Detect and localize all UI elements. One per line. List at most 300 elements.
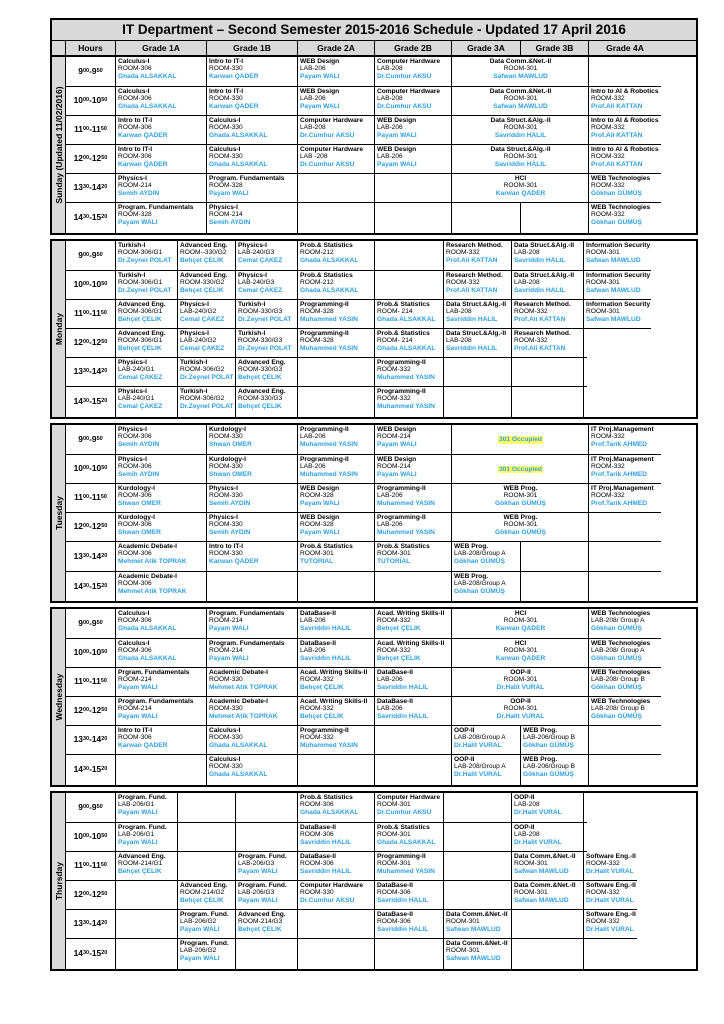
empty-cell [298, 755, 375, 785]
room-name: ROOM-332 [446, 249, 480, 257]
instructor-name: Cemal ÇAKEZ [118, 402, 163, 410]
course-name: Prgram. Fundamentals [118, 669, 190, 676]
class-cell [116, 542, 207, 572]
course-name: Physics-I [180, 330, 209, 337]
instructor-name: Savriddin HALIL [377, 925, 429, 933]
class-cell [444, 939, 512, 969]
instructor-name: Dr.Zeynel POLAT [180, 373, 234, 381]
instructor-name: Dr.Cumhur AKSU [300, 160, 355, 168]
room-name: LAB-240/G2 [180, 308, 217, 316]
room-name: ROOM-330 [209, 521, 243, 529]
course-name: Kurdology-I [118, 514, 155, 521]
room-name: ROOM-332 [586, 918, 620, 926]
course-name: Physics-I [238, 242, 267, 249]
instructor-name: Prof.Ali KATTAN [591, 102, 643, 110]
start-hour: 10 [73, 647, 83, 658]
end-minutes: 20 [101, 368, 108, 375]
class-cell [116, 271, 178, 300]
class-cell [207, 145, 298, 174]
instructor-name: Savriddin HALIL [300, 654, 352, 662]
instructor-name: Mehmet Atik TOPRAK [209, 683, 278, 691]
instructor-name: Muhammed YASIN [300, 315, 358, 323]
time-separator: - [89, 550, 92, 561]
room-name: ROOM-332 [591, 211, 625, 219]
empty-cell [444, 793, 512, 823]
course-name: Data Comm.&Net.-II [489, 58, 552, 65]
class-cell [116, 116, 207, 145]
start-minutes: 00 [82, 310, 90, 317]
course-name: Data Comm.&Net.-II [489, 88, 552, 95]
course-name: WEB Design [300, 485, 340, 492]
class-cell [207, 174, 298, 203]
day-block [50, 791, 698, 971]
room-name: LAB-208/ Group A [591, 647, 645, 655]
class-cell [116, 87, 207, 116]
instructor-name: Dr.Zeynel POLAT [238, 344, 292, 352]
class-cell [236, 241, 298, 271]
start-minutes: 00 [82, 523, 90, 530]
class-cell [452, 174, 589, 203]
start-hour: 10 [73, 279, 83, 290]
room-name: ROOM-330/G2 [180, 279, 225, 287]
start-minutes: 00 [82, 803, 90, 810]
start-minutes: 00 [82, 435, 90, 442]
empty-cell [236, 793, 298, 823]
empty-cell [207, 572, 298, 601]
course-name: Program. Fundamentals [209, 640, 285, 647]
instructor-name: Savriddin HALIL [446, 315, 498, 323]
empty-cell [375, 755, 452, 785]
class-cell [207, 484, 298, 513]
time-separator: - [89, 182, 92, 193]
day-label-cell [52, 241, 66, 417]
room-name: ROOM-328 [300, 308, 334, 316]
course-name: Software Eng.-II [586, 911, 636, 918]
instructor-name: Payam WALI [238, 867, 278, 875]
empty-cell [584, 793, 587, 823]
instructor-name: Dr.Halit VURAL [514, 808, 562, 816]
end-hour: 9 [91, 617, 97, 628]
class-cell [375, 57, 452, 87]
instructor-name: Payam WALI [118, 683, 158, 691]
instructor-name: Cemal ÇAKEZ [180, 315, 225, 323]
course-name: Program. Fundamentals [209, 175, 285, 182]
course-name: Computer Hardware [377, 88, 441, 95]
course-name: Turkish-I [238, 301, 266, 308]
room-name: LAB-206 [377, 705, 403, 713]
class-cell [452, 697, 589, 726]
class-cell [116, 387, 178, 417]
end-minutes: 20 [101, 214, 108, 221]
instructor-name: Behçet ÇELIK [180, 286, 224, 294]
empty-cell [236, 939, 298, 969]
course-name: Data Comm.&Net.-II [446, 940, 508, 947]
room-name: ROOM-301 [503, 153, 538, 161]
instructor-name: Savriddin HALIL [300, 867, 352, 875]
course-name: Prob.& Statistics [377, 543, 430, 550]
instructor-name: Ghada ALSAKKAL [118, 654, 177, 662]
room-name: ROOM-332 [591, 463, 625, 471]
instructor-name: Gökhan GÜMÜŞ [523, 770, 574, 778]
course-name: Prob.& Statistics [300, 543, 353, 550]
empty-cell [444, 358, 512, 387]
end-hour: 10 [91, 95, 102, 106]
day-block [50, 607, 698, 787]
room-name: LAB -208 [300, 153, 328, 161]
course-name: WEB Design [377, 146, 417, 153]
time-slot [66, 387, 116, 417]
room-name: ROOM-306 [118, 647, 152, 655]
course-name: Program. Fund. [180, 911, 229, 918]
start-hour: 10 [73, 95, 83, 106]
class-cell [375, 116, 452, 145]
class-cell [375, 425, 452, 455]
course-name: Turkish-I [118, 272, 146, 279]
start-hour: 14 [73, 948, 83, 959]
course-name: IT Proj.Management [591, 485, 654, 492]
instructor-name: Behçet ÇELIK [180, 256, 224, 264]
room-name: ROOM-214 [209, 211, 243, 219]
instructor-name: Ghada ALSAKKAL [377, 315, 436, 323]
room-name: ROOM-332 [300, 734, 334, 742]
instructor-name: Semih AYDIN [209, 218, 251, 226]
course-name: Programming-II [300, 727, 349, 734]
empty-cell [521, 572, 589, 601]
room-name: ROOM-301 [446, 947, 480, 955]
room-name: ROOM-332 [377, 617, 411, 625]
start-minutes: 30 [82, 920, 90, 927]
time-row [66, 387, 661, 417]
empty-cell [178, 823, 236, 852]
class-cell [116, 793, 178, 823]
course-name: Acad. Writing Skills-II [300, 669, 368, 676]
time-separator: - [89, 153, 92, 164]
empty-cell [375, 174, 452, 203]
start-hour: 12 [73, 521, 83, 532]
start-minutes: 00 [82, 891, 90, 898]
start-minutes: 00 [82, 649, 90, 656]
class-cell [178, 939, 236, 969]
class-cell [207, 542, 298, 572]
room-name: ROOM-301 [446, 918, 480, 926]
end-minutes: 50 [101, 523, 108, 530]
class-cell [452, 484, 589, 513]
instructor-name: Cemal ÇAKEZ [238, 286, 283, 294]
course-name: Advanced Eng. [238, 388, 286, 395]
empty-cell [512, 939, 584, 969]
course-name: Data Struct.&Alg.-II [446, 301, 507, 308]
day-grid [66, 57, 696, 233]
room-name: ROOM-214 [209, 647, 243, 655]
room-name: ROOM- 214 [377, 337, 413, 345]
start-hour: 9 [78, 617, 83, 628]
time-slot [66, 116, 116, 145]
time-separator: - [89, 279, 92, 290]
room-name: LAB-206 [377, 124, 403, 132]
empty-cell [178, 793, 236, 823]
class-cell [584, 910, 637, 939]
end-minutes: 50 [96, 803, 103, 810]
start-hour: 14 [73, 580, 83, 591]
room-name: ROOM-330 [209, 676, 243, 684]
instructor-name: Gökhan GÜMÜŞ [591, 189, 642, 197]
time-slot [66, 271, 116, 300]
end-hour: 11 [91, 676, 101, 687]
end-hour: 14 [91, 182, 102, 193]
instructor-name: Savriddin HALIL [494, 131, 547, 139]
class-cell [512, 300, 584, 329]
course-name: Academic Debate-I [118, 573, 177, 580]
instructor-name: Behçet ÇELIK [300, 712, 344, 720]
class-cell [178, 241, 236, 271]
column-header: Grade 4A [606, 43, 644, 53]
instructor-name: Payam WALI [118, 838, 158, 846]
time-separator: - [89, 366, 92, 377]
course-name: HCI [514, 610, 527, 617]
room-name: ROOM-330 [209, 550, 243, 558]
room-name: ROOM-332 [377, 647, 411, 655]
instructor-name: Payam WALI [300, 528, 340, 536]
course-name: OOP-II [454, 727, 475, 734]
time-slot [66, 329, 116, 358]
course-name: WEB Technologies [591, 175, 651, 182]
time-separator: - [89, 617, 92, 628]
class-cell [452, 116, 589, 145]
time-slot [66, 697, 116, 726]
room-name: ROOM-214/G2 [180, 889, 225, 897]
class-cell [444, 241, 512, 271]
class-cell [375, 823, 444, 852]
instructor-name: Payam WALI [377, 131, 417, 139]
course-name: WEB Technologies [591, 640, 651, 647]
room-name: LAB-208/Group A [454, 550, 506, 558]
class-cell [207, 639, 298, 668]
room-name: LAB-206 [300, 65, 326, 73]
course-name: Calculus-I [118, 610, 150, 617]
room-name: ROOM-301 [503, 705, 538, 713]
class-cell [298, 697, 375, 726]
instructor-name: Dr.Zeynel POLAT [118, 256, 172, 264]
instructor-name: Dr.Zeynel POLAT [118, 286, 172, 294]
start-minutes: 00 [82, 155, 90, 162]
room-name: ROOM-330/G3 [238, 308, 283, 316]
end-minutes: 50 [101, 97, 108, 104]
instructor-name: Behçet ÇELIK [118, 315, 162, 323]
room-name: LAB-206/Group B [523, 734, 576, 742]
room-name: LAB-206 [300, 463, 326, 471]
end-minutes: 20 [101, 766, 108, 773]
class-cell [298, 329, 375, 358]
class-cell [589, 668, 661, 697]
course-name: Turkish-I [180, 388, 208, 395]
class-cell [207, 513, 298, 542]
room-name: ROOM-332 [591, 492, 625, 500]
end-minutes: 20 [101, 184, 108, 191]
class-cell [298, 116, 375, 145]
end-hour: 11 [91, 308, 101, 319]
class-cell [236, 910, 298, 939]
end-minutes: 50 [100, 678, 107, 685]
time-separator: - [89, 95, 92, 106]
class-cell [452, 726, 521, 755]
column-header: Grade 3A [452, 41, 521, 55]
room-name: ROOM-332 [586, 889, 620, 897]
empty-cell [584, 823, 587, 852]
instructor-name: Mehmet Atik TOPRAK [118, 557, 187, 565]
instructor-name: Behçet ÇELIK [180, 896, 224, 904]
room-name: ROOM-212 [300, 249, 334, 257]
course-name: WEB Technologies [591, 204, 651, 211]
start-hour: 13 [73, 182, 83, 193]
instructor-name: Payam WALI [377, 160, 417, 168]
instructor-name: Gökhan GÜMÜŞ [591, 654, 642, 662]
time-slot [66, 793, 116, 823]
room-name: ROOM-332 [377, 366, 411, 374]
class-cell [452, 87, 589, 116]
instructor-name: Safwan MAWLUD [514, 896, 569, 904]
class-cell [444, 910, 512, 939]
end-hour: 9 [91, 433, 97, 444]
class-cell [584, 881, 637, 910]
room-name: ROOM-332 [591, 182, 625, 190]
instructor-name: Ghada ALSAKKAL [209, 131, 268, 139]
instructor-name: Behçet ÇELIK [238, 925, 282, 933]
room-name: ROOM-301 [503, 676, 538, 684]
room-name: LAB-208 [514, 801, 540, 809]
end-minutes: 50 [96, 619, 103, 626]
start-hour: 13 [73, 918, 83, 929]
room-name: ROOM-306/G1 [118, 337, 163, 345]
class-cell [178, 358, 236, 387]
time-separator: - [89, 463, 92, 474]
empty-cell [444, 387, 512, 417]
end-hour: 11 [91, 492, 101, 503]
time-separator: - [89, 889, 92, 900]
course-name: Information Security [586, 242, 651, 249]
instructor-name: Behçet ÇELIK [238, 402, 282, 410]
class-cell [375, 387, 444, 417]
course-name: Advanced Eng. [238, 911, 286, 918]
end-minutes: 20 [101, 552, 108, 559]
room-name: LAB-206 [377, 676, 403, 684]
class-cell [512, 329, 584, 358]
start-hour: 11 [74, 308, 83, 319]
course-name: Program. Fund. [118, 794, 167, 801]
instructor-name: Savriddin HALIL [377, 683, 429, 691]
course-name: DataBase-II [300, 640, 336, 647]
time-slot [66, 668, 116, 697]
instructor-name: Karwan QADER [118, 741, 168, 749]
end-minutes: 50 [101, 833, 108, 840]
instructor-name: Shwan OMER [118, 499, 161, 507]
class-cell [584, 241, 651, 271]
instructor-name: Dr.Cumhur AKSU [377, 808, 432, 816]
course-name: OOP-II [514, 794, 535, 801]
instructor-name: Ghada ALSAKKAL [377, 344, 436, 352]
start-hour: 11 [74, 860, 83, 871]
instructor-name: Payam WALI [300, 499, 340, 507]
room-name: ROOM-306 [118, 580, 152, 588]
class-cell [589, 203, 661, 233]
class-cell [298, 145, 375, 174]
course-name: Programming-II [300, 301, 349, 308]
start-minutes: 00 [82, 126, 90, 133]
empty-cell [584, 387, 587, 417]
class-cell [589, 174, 661, 203]
class-cell [452, 668, 589, 697]
class-cell [589, 425, 661, 455]
course-name: Research Method. [446, 242, 503, 249]
time-row [66, 513, 661, 542]
end-minutes: 50 [101, 891, 108, 898]
course-name: OOP-II [514, 824, 535, 831]
end-minutes: 50 [96, 435, 103, 442]
instructor-name: Ghada ALSAKKAL [300, 808, 359, 816]
course-name: Prob.& Statistics [300, 794, 353, 801]
course-name: Physics-I [209, 514, 238, 521]
time-separator: - [89, 705, 92, 716]
class-cell [298, 881, 375, 910]
column-header: Grade 1B [207, 41, 298, 55]
end-minutes: 20 [101, 920, 108, 927]
course-name: Intro to IT-I [118, 727, 153, 734]
course-name: Advanced Eng. [238, 359, 286, 366]
room-name: ROOM-301 [514, 860, 548, 868]
course-name: Physics-I [238, 272, 267, 279]
instructor-name: Muhammed YASIN [300, 741, 358, 749]
class-cell [584, 300, 651, 329]
instructor-name: Prof.Ali KATTAN [591, 160, 643, 168]
instructor-name: Dr.Halit VURAL [496, 712, 545, 720]
course-name: Physics-I [118, 359, 147, 366]
room-name: ROOM-330 [209, 705, 243, 713]
instructor-name: Gökhan GÜMÜŞ [454, 557, 505, 565]
empty-cell [178, 852, 236, 881]
course-name: WEB Design [300, 58, 340, 65]
start-minutes: 30 [82, 582, 90, 589]
course-name: IT Proj.Management [591, 426, 654, 433]
course-name: Prob.& Statistics [377, 824, 430, 831]
time-row [66, 116, 661, 145]
course-name: Physics-I [209, 485, 238, 492]
class-cell [178, 271, 236, 300]
instructor-name: Behçet ÇELIK [377, 654, 421, 662]
room-name: ROOM-330 [209, 153, 243, 161]
class-cell [298, 793, 375, 823]
class-cell [236, 358, 298, 387]
empty-cell [589, 755, 661, 785]
instructor-name: Prof.Ali KATTAN [514, 344, 566, 352]
room-name: LAB-208 [514, 249, 540, 257]
class-cell [178, 910, 236, 939]
class-cell [375, 668, 452, 697]
room-name: ROOM-306 [118, 124, 152, 132]
class-cell [236, 852, 298, 881]
course-name: Data Struct.&Alg.-II [514, 242, 575, 249]
class-cell [298, 271, 375, 300]
instructor-name: Karwan QADER [209, 72, 259, 80]
room-name: LAB-206/G3 [238, 889, 275, 897]
instructor-name: Dr.Zeynel POLAT [180, 402, 234, 410]
time-slot [66, 639, 116, 668]
course-name: Computer Hardware [300, 146, 364, 153]
class-cell [178, 387, 236, 417]
empty-cell [512, 387, 584, 417]
room-name: LAB-240/G2 [180, 337, 217, 345]
instructor-name: Savriddin HALIL [446, 344, 498, 352]
course-name: Information Security [586, 301, 651, 308]
course-name: Computer Hardware [377, 58, 441, 65]
